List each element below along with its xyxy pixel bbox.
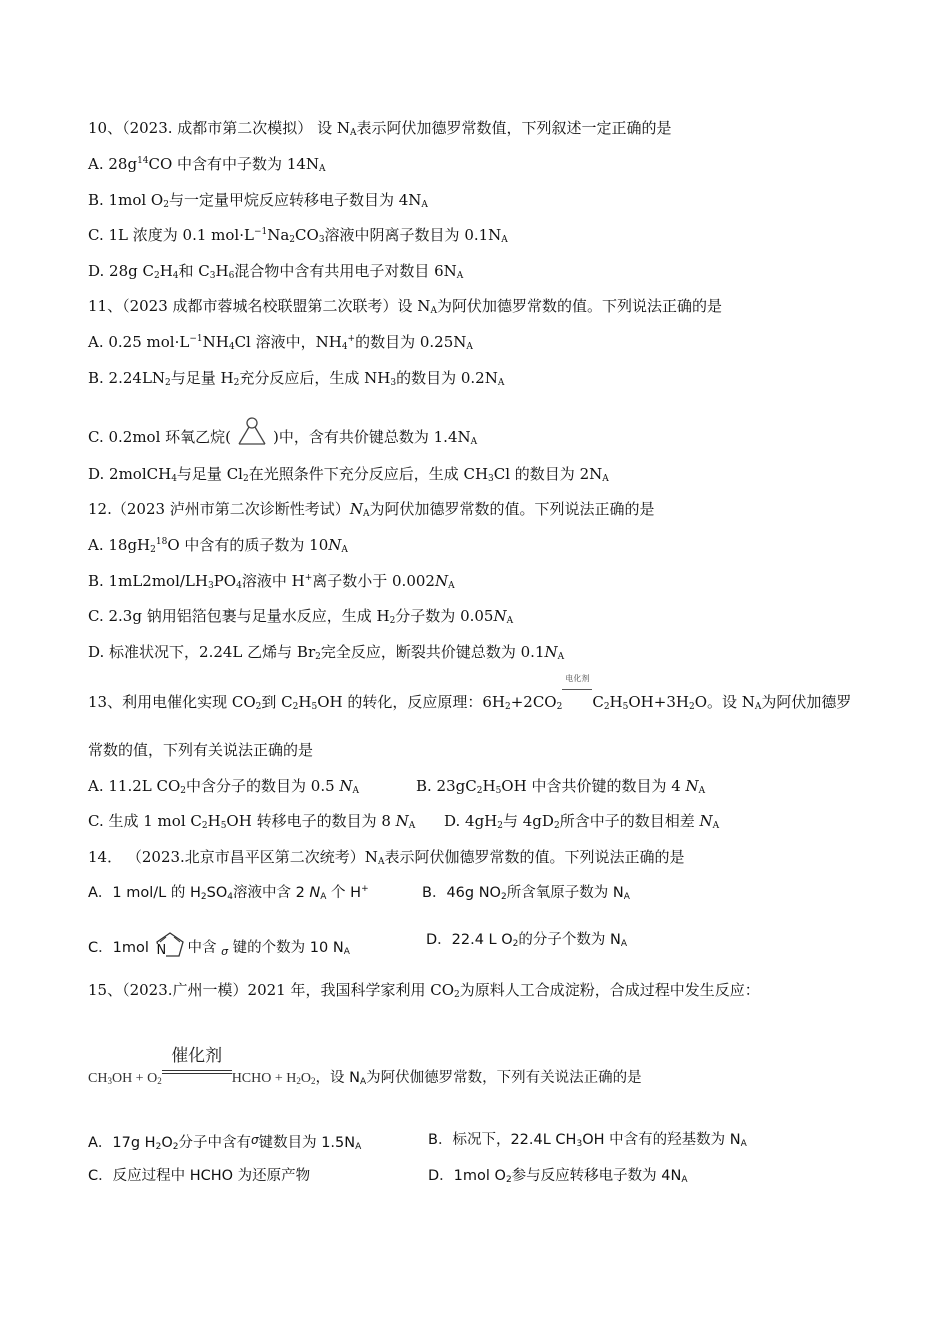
question-15-stem: 15、（2023.广州一模）2021 年，我国科学家利用 $CO_2$为原料人工合成淀粉，合成过程中发生反应： [88,981,760,1000]
question-14-option-a: A．1 mol/L 的 $H_2SO_4$溶液中含 2 $N_A$ 个 H+ [88,884,369,902]
question-13-option-b: B. $23gC_2H_5OH$ 中含共价键的数目为 4 $N_A$ [416,777,706,796]
question-11-option-a: A. 0.25 $mol\cdot L^{-1}NH_4Cl$ 溶液中，$NH_4^+$的数目为 $0.25N_A$ [88,333,473,352]
question-11-option-b: B. $2.24LN_2$与足量 $H_2$充分反应后，生成 $NH_3$的数目为 $0.2N_A$ [88,369,505,388]
catalyst-arrow [162,1046,232,1086]
reaction-arrow [562,674,592,707]
question-14-option-d: D．22.4 L $O_2$的分子个数为 $N_A$ [426,932,628,949]
question-15-option-d: D．1mol $O_2$参与反应转移电子数为 $4N_A$ [428,1168,688,1185]
question-10-option-d: D. 28g $C_2H_4$和 $C_3H_6$混合物中含有共用电子对数目 $6N_A$ [88,262,464,281]
question-10-stem: 10、（2023. 成都市第二次模拟） 设 $N_A$表示阿伏加德罗常数值，下列叙述一定正确的是 [88,119,672,138]
question-15-option-c: C．反应过程中 HCHO 为还原产物 [88,1168,311,1184]
question-13-stem-continued: 常数的值，下列有关说法正确的是 [88,741,314,759]
question-14-stem: 14． （2023.北京市昌平区第二次统考）$N_A$表示阿伏伽德罗常数的值。下列说法正确的是 [88,848,685,867]
arrow-condition-label: 电化剂 [565,674,590,683]
question-14-option-c: C．1mol N 中含 $_\sigma$ 键的个数为 10 $N_A$ [88,930,350,962]
question-10-option-b: B. 1mol $O_2$与一定量甲烷反应转移电子数目为 $4N_A$ [88,191,428,210]
question-15-option-b: B．标况下，22.4L $CH_3OH$ 中含有的羟基数为 $N_A$ [428,1132,747,1149]
question-10-option-c: C. 1L 浓度为 0.1 $mol\cdot L^{-1}Na_2CO_3$溶液中阴离子数目为 $0.1N_A$ [88,226,508,245]
question-12-option-a: A. $18gH_2^{18}O$ 中含有的质子数为 $10N_A$ [88,536,348,555]
question-10-option-a: A. $28g^{14}CO$ 中含有中子数为 $14N_A$ [88,155,326,174]
question-12-option-c: C. 2.3g 钠用铝箔包裹与足量水反应，生成 $H_2$分子数为 $0.05N_A$ [88,607,514,626]
question-11-stem: 11、（2023 成都市蓉城名校联盟第二次联考）设 $N_A$为阿伏加德罗常数的值。下列说法正确的是 [88,297,722,316]
pyrrole-ring-icon [153,930,187,962]
question-13-option-c: C. 生成 1 mol $C_2H_5OH$ 转移电子的数目为 8 $N_A$ [88,812,416,831]
question-12-option-d: D. 标准状况下，2.24L 乙烯与 $Br_2$完全反应，断裂共价键总数为 $0.1N_A$ [88,643,565,662]
ring-nitrogen-label: N [156,943,167,958]
question-11-option-d: D. 2molCH$_4$与足量 $Cl_2$在光照条件下充分反应后，生成 $CH_3Cl$ 的数目为 $2N_A$ [88,465,609,484]
question-15-option-a: A．17g $H_2O_2$分子中含有$^\sigma$键数目为 $1.5N_A$ [88,1133,362,1152]
question-13-stem: 13、利用电催化实现 $CO_2$到 $C_2H_5OH$ 的转化，反应原理：$6H_2+2CO_2$ 电化剂 $C_2H_5OH+3H_2O$。设 $N_A$为阿伏加德罗 [88,687,851,712]
question-12-option-b: B. $1mL2mol/LH_3PO_4$溶液中 H+离子数小于 $0.002N_A$ [88,572,455,591]
epoxide-structure-icon [235,416,269,453]
question-13-option-a: A. 11.2L $CO_2$中含分子的数目为 0.5 $N_A$ [88,777,360,796]
catalyst-label: 催化剂 [171,1046,223,1066]
question-12-stem: 12.（2023 泸州市第二次诊断性考试）$N_A$为阿伏加德罗常数的值。下列说法正确的是 [88,500,655,519]
question-14-option-b: B．46g $NO_2$所含氧原子数为 $N_A$ [422,885,630,902]
question-15-equation: $CH_3OH + O_2$ 催化剂 HCHO + $H_2O_2$，设 $N_A$为阿伏伽德罗常数，下列有关说法正确的是 [88,1046,642,1087]
question-11-option-c: C. 0.2mol 环氧乙烷( )中，含有共价键总数为 $1.4N_A$ [88,416,477,453]
question-13-option-d: D. $4gH_2$与 $4gD_2$所含中子的数目相差 $N_A$ [444,812,720,831]
